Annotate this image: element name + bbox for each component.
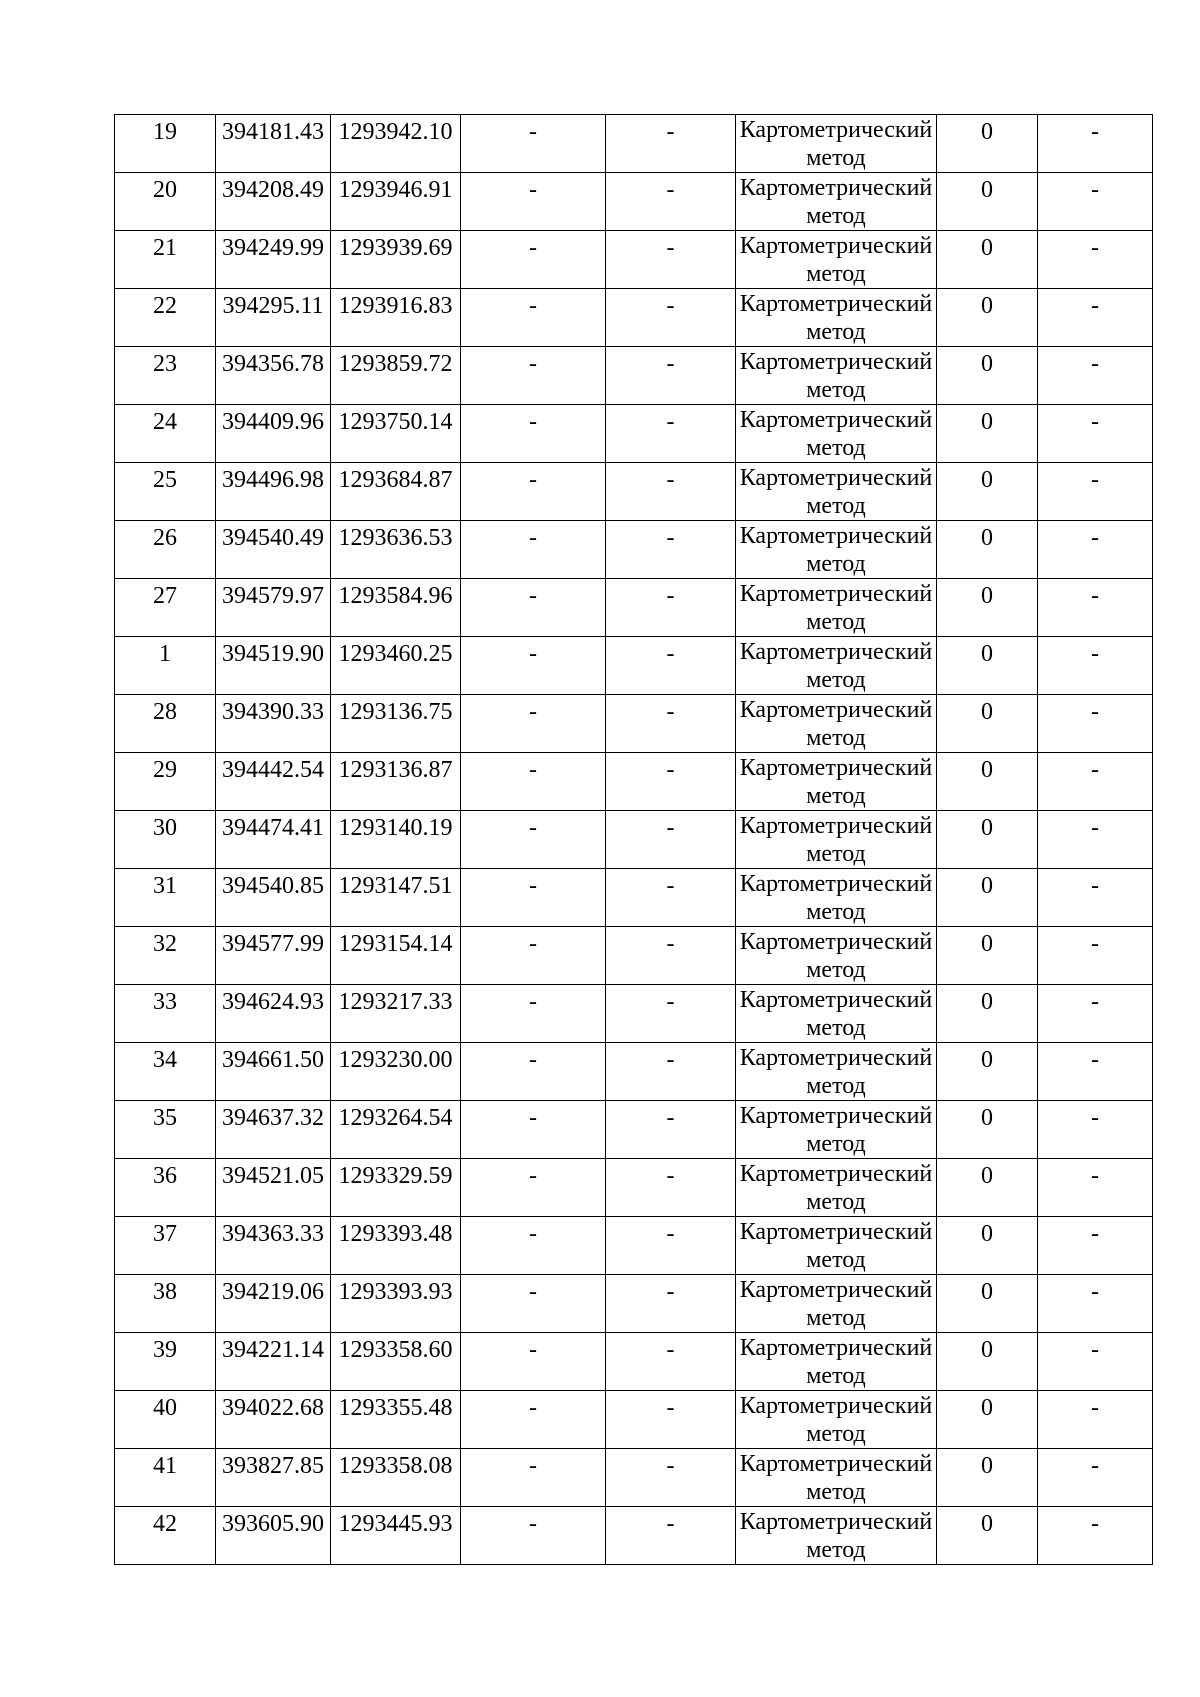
dash-cell: - [1038, 463, 1153, 521]
method-line-2: метод [806, 261, 866, 287]
method-line-1: Картометрический [739, 1161, 933, 1187]
method-cell [736, 695, 937, 753]
dash-cell: - [606, 927, 736, 985]
y-coordinate-cell: 1293460.25 [331, 637, 461, 695]
dash-cell: - [461, 405, 606, 463]
method-cell [736, 1275, 937, 1333]
table-row [115, 1449, 1153, 1507]
dash-cell: - [606, 1217, 736, 1275]
method-cell [736, 579, 937, 637]
accuracy-cell: 0 [937, 985, 1038, 1043]
dash-cell: - [606, 1391, 736, 1449]
method-line-2: метод [806, 841, 866, 867]
y-coordinate-cell: 1293942.10 [331, 115, 461, 173]
method-line-1: Картометрический [739, 523, 933, 549]
y-coordinate-cell: 1293136.87 [331, 753, 461, 811]
y-coordinate-cell: 1293264.54 [331, 1101, 461, 1159]
method-line-1: Картометрический [739, 1103, 933, 1129]
method-line-2: метод [806, 1363, 866, 1389]
dash-cell: - [1038, 1507, 1153, 1565]
method-line-2: метод [806, 493, 866, 519]
dash-cell: - [461, 1159, 606, 1217]
method-line-2: метод [806, 435, 866, 461]
method-cell [736, 521, 937, 579]
method-line-1: Картометрический [739, 175, 933, 201]
method-line-2: метод [806, 1421, 866, 1447]
dash-cell: - [606, 521, 736, 579]
table-row [115, 521, 1153, 579]
table-row [115, 1043, 1153, 1101]
dash-cell: - [1038, 521, 1153, 579]
accuracy-cell: 0 [937, 811, 1038, 869]
dash-cell: - [1038, 695, 1153, 753]
dash-cell: - [1038, 289, 1153, 347]
dash-cell: - [461, 521, 606, 579]
point-number-cell: 33 [115, 985, 216, 1043]
method-line-1: Картометрический [739, 117, 933, 143]
method-cell [736, 927, 937, 985]
x-coordinate-cell: 393827.85 [216, 1449, 331, 1507]
y-coordinate-cell: 1293939.69 [331, 231, 461, 289]
method-line-1: Картометрический [739, 407, 933, 433]
point-number-cell: 34 [115, 1043, 216, 1101]
dash-cell: - [461, 637, 606, 695]
accuracy-cell: 0 [937, 1449, 1038, 1507]
x-coordinate-cell: 394181.43 [216, 115, 331, 173]
x-coordinate-cell: 394661.50 [216, 1043, 331, 1101]
y-coordinate-cell: 1293393.93 [331, 1275, 461, 1333]
x-coordinate-cell: 394022.68 [216, 1391, 331, 1449]
x-coordinate-cell: 394363.33 [216, 1217, 331, 1275]
dash-cell: - [606, 811, 736, 869]
method-line-1: Картометрический [739, 1045, 933, 1071]
method-line-2: метод [806, 203, 866, 229]
accuracy-cell: 0 [937, 1101, 1038, 1159]
accuracy-cell: 0 [937, 637, 1038, 695]
method-cell [736, 1391, 937, 1449]
x-coordinate-cell: 394295.11 [216, 289, 331, 347]
method-line-2: метод [806, 1305, 866, 1331]
method-line-1: Картометрический [739, 1219, 933, 1245]
table-row [115, 811, 1153, 869]
dash-cell: - [606, 1159, 736, 1217]
dash-cell: - [606, 753, 736, 811]
method-line-2: метод [806, 1247, 866, 1273]
y-coordinate-cell: 1293445.93 [331, 1507, 461, 1565]
method-line-1: Картометрический [739, 233, 933, 259]
table-row [115, 231, 1153, 289]
method-line-1: Картометрический [739, 639, 933, 665]
x-coordinate-cell: 394249.99 [216, 231, 331, 289]
y-coordinate-cell: 1293217.33 [331, 985, 461, 1043]
method-cell [736, 753, 937, 811]
method-line-1: Картометрический [739, 1451, 933, 1477]
point-number-cell: 21 [115, 231, 216, 289]
dash-cell: - [1038, 231, 1153, 289]
dash-cell: - [461, 347, 606, 405]
dash-cell: - [461, 289, 606, 347]
method-line-2: метод [806, 783, 866, 809]
point-number-cell: 31 [115, 869, 216, 927]
dash-cell: - [461, 985, 606, 1043]
point-number-cell: 20 [115, 173, 216, 231]
y-coordinate-cell: 1293147.51 [331, 869, 461, 927]
method-line-2: метод [806, 1189, 866, 1215]
point-number-cell: 36 [115, 1159, 216, 1217]
table-row [115, 463, 1153, 521]
dash-cell: - [1038, 869, 1153, 927]
dash-cell: - [461, 1507, 606, 1565]
dash-cell: - [461, 231, 606, 289]
y-coordinate-cell: 1293946.91 [331, 173, 461, 231]
x-coordinate-cell: 394356.78 [216, 347, 331, 405]
dash-cell: - [461, 1217, 606, 1275]
y-coordinate-cell: 1293859.72 [331, 347, 461, 405]
method-line-1: Картометрический [739, 697, 933, 723]
accuracy-cell: 0 [937, 1275, 1038, 1333]
point-number-cell: 42 [115, 1507, 216, 1565]
accuracy-cell: 0 [937, 231, 1038, 289]
table-row [115, 695, 1153, 753]
method-cell [736, 869, 937, 927]
method-line-2: метод [806, 377, 866, 403]
x-coordinate-cell: 394208.49 [216, 173, 331, 231]
method-line-2: метод [806, 1537, 866, 1563]
method-line-1: Картометрический [739, 1335, 933, 1361]
y-coordinate-cell: 1293358.60 [331, 1333, 461, 1391]
dash-cell: - [1038, 1333, 1153, 1391]
dash-cell: - [606, 1333, 736, 1391]
dash-cell: - [461, 1333, 606, 1391]
method-cell [736, 811, 937, 869]
dash-cell: - [461, 463, 606, 521]
y-coordinate-cell: 1293636.53 [331, 521, 461, 579]
dash-cell: - [1038, 1391, 1153, 1449]
x-coordinate-cell: 394219.06 [216, 1275, 331, 1333]
dash-cell: - [606, 1275, 736, 1333]
method-cell [736, 1333, 937, 1391]
table-row [115, 1333, 1153, 1391]
method-cell [736, 289, 937, 347]
method-line-2: метод [806, 1479, 866, 1505]
accuracy-cell: 0 [937, 753, 1038, 811]
dash-cell: - [461, 869, 606, 927]
method-line-1: Картометрический [739, 465, 933, 491]
dash-cell: - [461, 579, 606, 637]
accuracy-cell: 0 [937, 1333, 1038, 1391]
dash-cell: - [606, 869, 736, 927]
dash-cell: - [461, 1449, 606, 1507]
method-line-1: Картометрический [739, 581, 933, 607]
point-number-cell: 25 [115, 463, 216, 521]
y-coordinate-cell: 1293230.00 [331, 1043, 461, 1101]
method-line-1: Картометрический [739, 755, 933, 781]
point-number-cell: 37 [115, 1217, 216, 1275]
dash-cell: - [461, 811, 606, 869]
method-cell [736, 1507, 937, 1565]
dash-cell: - [606, 1043, 736, 1101]
point-number-cell: 40 [115, 1391, 216, 1449]
point-number-cell: 39 [115, 1333, 216, 1391]
accuracy-cell: 0 [937, 1391, 1038, 1449]
table-row [115, 1159, 1153, 1217]
method-line-2: метод [806, 609, 866, 635]
accuracy-cell: 0 [937, 115, 1038, 173]
dash-cell: - [461, 173, 606, 231]
point-number-cell: 41 [115, 1449, 216, 1507]
accuracy-cell: 0 [937, 1217, 1038, 1275]
dash-cell: - [1038, 985, 1153, 1043]
y-coordinate-cell: 1293136.75 [331, 695, 461, 753]
method-cell [736, 463, 937, 521]
dash-cell: - [461, 1043, 606, 1101]
y-coordinate-cell: 1293329.59 [331, 1159, 461, 1217]
method-line-2: метод [806, 667, 866, 693]
method-cell [736, 1159, 937, 1217]
dash-cell: - [606, 579, 736, 637]
table-row [115, 1101, 1153, 1159]
table-row [115, 637, 1153, 695]
method-line-1: Картометрический [739, 291, 933, 317]
dash-cell: - [461, 695, 606, 753]
point-number-cell: 32 [115, 927, 216, 985]
method-cell [736, 1217, 937, 1275]
accuracy-cell: 0 [937, 927, 1038, 985]
y-coordinate-cell: 1293684.87 [331, 463, 461, 521]
table-row [115, 1217, 1153, 1275]
method-cell [736, 347, 937, 405]
method-cell [736, 1043, 937, 1101]
dash-cell: - [606, 115, 736, 173]
table-row [115, 985, 1153, 1043]
method-line-2: метод [806, 319, 866, 345]
method-line-2: метод [806, 899, 866, 925]
accuracy-cell: 0 [937, 463, 1038, 521]
accuracy-cell: 0 [937, 1159, 1038, 1217]
dash-cell: - [1038, 927, 1153, 985]
x-coordinate-cell: 394540.49 [216, 521, 331, 579]
dash-cell: - [1038, 637, 1153, 695]
dash-cell: - [1038, 1217, 1153, 1275]
dash-cell: - [1038, 1449, 1153, 1507]
x-coordinate-cell: 394390.33 [216, 695, 331, 753]
point-number-cell: 28 [115, 695, 216, 753]
method-line-2: метод [806, 1073, 866, 1099]
x-coordinate-cell: 394496.98 [216, 463, 331, 521]
method-line-2: метод [806, 551, 866, 577]
table-row [115, 1391, 1153, 1449]
method-line-1: Картометрический [739, 1277, 933, 1303]
dash-cell: - [1038, 1275, 1153, 1333]
dash-cell: - [461, 115, 606, 173]
dash-cell: - [606, 1449, 736, 1507]
method-cell [736, 1101, 937, 1159]
dash-cell: - [461, 1101, 606, 1159]
y-coordinate-cell: 1293355.48 [331, 1391, 461, 1449]
accuracy-cell: 0 [937, 347, 1038, 405]
accuracy-cell: 0 [937, 173, 1038, 231]
method-cell [736, 985, 937, 1043]
table-row [115, 869, 1153, 927]
accuracy-cell: 0 [937, 1507, 1038, 1565]
dash-cell: - [606, 695, 736, 753]
y-coordinate-cell: 1293916.83 [331, 289, 461, 347]
method-line-2: метод [806, 145, 866, 171]
y-coordinate-cell: 1293154.14 [331, 927, 461, 985]
coordinates-table [114, 114, 1153, 1565]
point-number-cell: 1 [115, 637, 216, 695]
dash-cell: - [1038, 811, 1153, 869]
dash-cell: - [606, 289, 736, 347]
accuracy-cell: 0 [937, 521, 1038, 579]
method-cell [736, 405, 937, 463]
x-coordinate-cell: 394637.32 [216, 1101, 331, 1159]
dash-cell: - [1038, 1101, 1153, 1159]
dash-cell: - [606, 637, 736, 695]
y-coordinate-cell: 1293393.48 [331, 1217, 461, 1275]
dash-cell: - [606, 985, 736, 1043]
dash-cell: - [606, 347, 736, 405]
method-line-1: Картометрический [739, 1393, 933, 1419]
table-row [115, 1507, 1153, 1565]
dash-cell: - [1038, 347, 1153, 405]
method-line-1: Картометрический [739, 871, 933, 897]
method-cell [736, 637, 937, 695]
y-coordinate-cell: 1293584.96 [331, 579, 461, 637]
dash-cell: - [606, 1507, 736, 1565]
accuracy-cell: 0 [937, 869, 1038, 927]
table-body [115, 115, 1153, 1565]
table-row [115, 289, 1153, 347]
point-number-cell: 24 [115, 405, 216, 463]
method-cell [736, 1449, 937, 1507]
point-number-cell: 35 [115, 1101, 216, 1159]
x-coordinate-cell: 394624.93 [216, 985, 331, 1043]
method-line-2: метод [806, 1015, 866, 1041]
x-coordinate-cell: 394519.90 [216, 637, 331, 695]
dash-cell: - [1038, 1043, 1153, 1101]
method-line-1: Картометрический [739, 813, 933, 839]
x-coordinate-cell: 394409.96 [216, 405, 331, 463]
x-coordinate-cell: 394221.14 [216, 1333, 331, 1391]
method-line-2: метод [806, 725, 866, 751]
dash-cell: - [461, 927, 606, 985]
method-line-1: Картометрический [739, 929, 933, 955]
method-line-2: метод [806, 957, 866, 983]
x-coordinate-cell: 393605.90 [216, 1507, 331, 1565]
method-cell [736, 115, 937, 173]
dash-cell: - [606, 231, 736, 289]
accuracy-cell: 0 [937, 1043, 1038, 1101]
table-row [115, 753, 1153, 811]
x-coordinate-cell: 394577.99 [216, 927, 331, 985]
table-row [115, 927, 1153, 985]
table-row [115, 115, 1153, 173]
point-number-cell: 29 [115, 753, 216, 811]
table-row [115, 347, 1153, 405]
point-number-cell: 27 [115, 579, 216, 637]
point-number-cell: 23 [115, 347, 216, 405]
table-row [115, 405, 1153, 463]
dash-cell: - [606, 173, 736, 231]
accuracy-cell: 0 [937, 405, 1038, 463]
method-line-2: метод [806, 1131, 866, 1157]
method-line-1: Картометрический [739, 349, 933, 375]
x-coordinate-cell: 394442.54 [216, 753, 331, 811]
dash-cell: - [1038, 115, 1153, 173]
y-coordinate-cell: 1293750.14 [331, 405, 461, 463]
x-coordinate-cell: 394579.97 [216, 579, 331, 637]
dash-cell: - [606, 1101, 736, 1159]
dash-cell: - [1038, 405, 1153, 463]
dash-cell: - [606, 405, 736, 463]
accuracy-cell: 0 [937, 289, 1038, 347]
dash-cell: - [461, 1391, 606, 1449]
point-number-cell: 19 [115, 115, 216, 173]
method-cell [736, 173, 937, 231]
accuracy-cell: 0 [937, 579, 1038, 637]
point-number-cell: 30 [115, 811, 216, 869]
y-coordinate-cell: 1293358.08 [331, 1449, 461, 1507]
point-number-cell: 26 [115, 521, 216, 579]
dash-cell: - [1038, 173, 1153, 231]
dash-cell: - [461, 1275, 606, 1333]
dash-cell: - [1038, 753, 1153, 811]
dash-cell: - [606, 463, 736, 521]
method-line-1: Картометрический [739, 987, 933, 1013]
point-number-cell: 38 [115, 1275, 216, 1333]
table-row [115, 579, 1153, 637]
dash-cell: - [1038, 579, 1153, 637]
x-coordinate-cell: 394521.05 [216, 1159, 331, 1217]
table-row [115, 173, 1153, 231]
dash-cell: - [1038, 1159, 1153, 1217]
method-cell [736, 231, 937, 289]
method-line-1: Картометрический [739, 1509, 933, 1535]
accuracy-cell: 0 [937, 695, 1038, 753]
table-row [115, 1275, 1153, 1333]
dash-cell: - [461, 753, 606, 811]
x-coordinate-cell: 394474.41 [216, 811, 331, 869]
point-number-cell: 22 [115, 289, 216, 347]
y-coordinate-cell: 1293140.19 [331, 811, 461, 869]
x-coordinate-cell: 394540.85 [216, 869, 331, 927]
